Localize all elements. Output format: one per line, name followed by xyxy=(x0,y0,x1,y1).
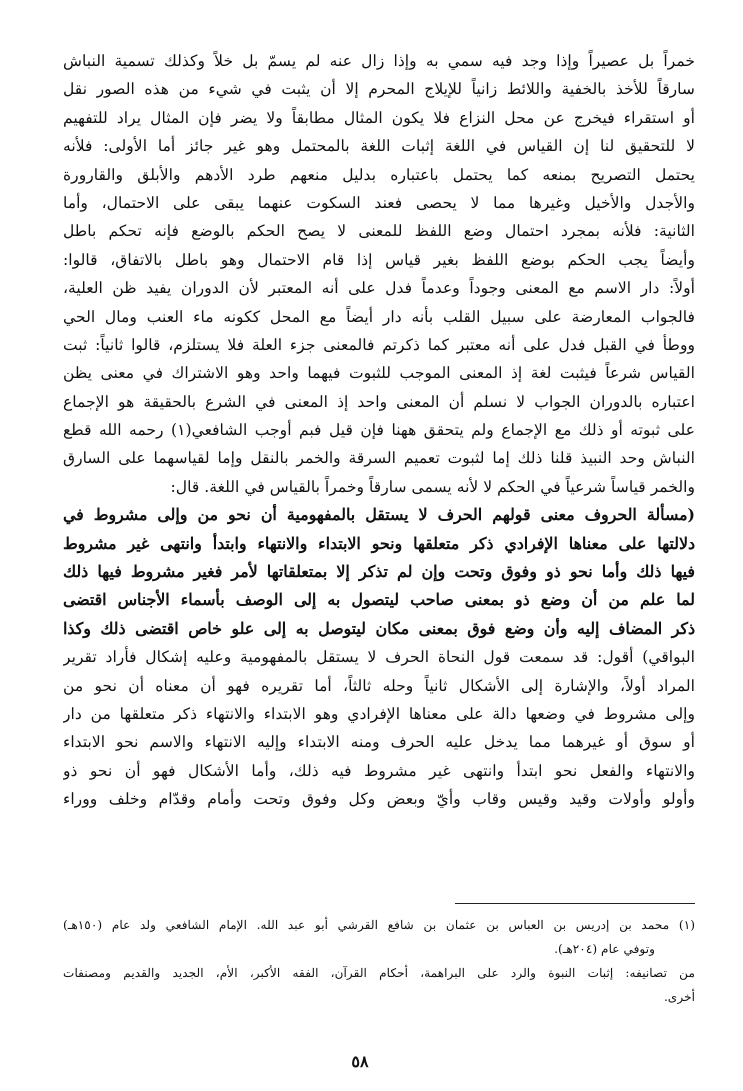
text-line: سارقاً للأخذ بالخفية واللائط زانياً للإيلاج المحرم إلا أن يثبت في شيء من هذه الصور نقل xyxy=(63,80,695,99)
page-number: ٥٨ xyxy=(351,1052,369,1071)
text-line: وإلى مشروط في وضعها دالة على معناها الإفرادي وهو الابتداء والانتهاء ذكر متعلقها من دار xyxy=(63,704,695,723)
text-line: فالجواب المعارضة على سبيل القلب بأنه دار أيضاً مع المحل ككونه ماء العنب ومال الحي xyxy=(63,307,695,326)
text-line: على ثبوته أو ذلك مع الإجماع ولم يتحقق ههنا فإن قيل فبم أوجب الشافعي(١) رحمه الله قطع xyxy=(63,421,695,440)
main-text xyxy=(63,47,695,814)
text-line: لا للتحقيق لنا إن القياس في اللغة إثبات اللغة بالمحتمل وهو غير جائز أما الأولى: فلأنه xyxy=(63,137,695,156)
text-line: الثانية: فلأنه بمجرد احتمال وضع اللفظ للمعنى لا يصح الحكم بالوضع فإنه تحكم باطل xyxy=(63,222,695,241)
matn-line: لما علم من أن وضع ذو بمعنى صاحب ليتصول به إلى الوصف بأسماء الأجناس اقتضى xyxy=(63,590,695,610)
text-line: والانتهاء والفعل نحو ابتدأ وانتهى غير مشروط فيه ذلك، وأما الأشكال فهو أن نحو ذو xyxy=(63,761,695,780)
text-line: أو سوق أو غيرهما مما يدخل عليه الحرف ومنه الابتداء وإليه الانتهاء والاسم نحو الابتداء xyxy=(63,733,695,752)
text-line: النباش وحد النبيذ قلنا ذلك إما لثبوت تعميم السرقة والخمر بالنقل وإما لقياسهما على السارق xyxy=(63,449,695,468)
matn-line: فيها ذلك وأما نحو ذو وفوق وتحت وإن لم تذكر إلا بمتعلقاتها لأمر فغير مشروط فيها ذلك xyxy=(63,562,695,582)
text-line: وأيضاً يجب الحكم بوضع اللفظ بغير قياس إذا قام الاحتمال وهو باطل بالاتفاق، قالوا: xyxy=(63,250,695,269)
footnote-line: أخرى. xyxy=(663,990,695,1004)
matn-line: ذكر المضاف إليه وأن وضع فوق بمعنى مكان ليتوصل به إلى علو خاص اقتضى ذلك وكذا xyxy=(63,618,695,638)
footnote-line: وتوفي عام (٢٠٤هـ). xyxy=(554,942,655,956)
text-line: القياس شرعاً فيثبت لغة إذ المعنى الموجب للثبوت فيهما واحد وهو الاشتراك في معنى يظن xyxy=(63,364,695,383)
text-line: يحتمل التصريح بمنعه كما يحتمل باعتباره بدليل منعهم طرد الأدهم والأبلق والقارورة xyxy=(63,165,695,184)
footnote-line: (١) محمد بن إدريس بن العباس بن عثمان بن شافع القرشي أبو عبد الله. الإمام الشافعي ولد عام (١٥٠هـ) xyxy=(63,918,695,932)
text-line: وأولو وأولات وقيد وقيس وقاب وأيّ وبعض وكل وفوق وتحت وأمام وقدّام وخلف ووراء xyxy=(63,790,695,809)
text-line: خمراً بل عصيراً وإذا وجد فيه سمي به وإذا زال عنه لم يسمّ بل خلاً وكذلك تسمية النباش xyxy=(63,52,695,70)
text-line: والخمر قياساً شرعياً في الحكم لا لأنه يسمى سارقاً وخمراً بالقياس في اللغة. قال: xyxy=(170,477,695,496)
text-line: والأجدل والأخيل وغيرها مما لا يحصى فعند السكوت عنهما يبقى على الاحتمال، وأما xyxy=(63,193,695,212)
text-line: ووطأ في القبل فدل على أنه معتبر كما ذكرتم فالمعنى جزء العلة فلا يستلزم، قالوا ثانياً: ثبت xyxy=(63,335,695,354)
text-line: أولاً: دار الاسم مع المعنى وجوداً وعدماً فدل على أنه المعتبر لأن الدوران يفيد ظن العلية، xyxy=(63,279,695,298)
footnotes xyxy=(63,913,695,1009)
footnote-line: من تصانيفه: إثبات النبوة والرد على البراهمة، أحكام القرآن، الفقه الأكبر، الأم، الجديد والقديم ومصنفات xyxy=(63,966,695,980)
text-line: اعتباره بالدوران الجواب لا نسلم أن المعنى واحد إذ المعنى في الشرع بالحقيقة هو الإجماع xyxy=(63,392,695,411)
text-line: المراد أولاً، والإشارة إلى الأشكال ثانياً وحله ثالثاً، أما تقريره فهو أن معناه أن نحو من xyxy=(63,676,695,695)
footnote-separator xyxy=(455,903,695,904)
text-line: أو استقراء فيخرج عن محل النزاع فلا يكون المثال مطابقاً ولا يضر فإن المثال يراد للتفهيم xyxy=(63,108,695,127)
matn-line: (مسألة الحروف معنى قولهم الحرف لا يستقل بالمفهومية أن نحو من وإلى مشروط في xyxy=(63,505,695,525)
text-line: البواقي) أقول: قد سمعت قول النحاة الحرف لا يستقل بالمفهومية وعليه إشكال فأراد تقرير xyxy=(63,648,695,667)
matn-line: دلالتها على معناها الإفرادي ذكر متعلقها ونحو الابتداء والانتهاء وابتدأ وانتهى غير مشروط xyxy=(63,533,695,553)
